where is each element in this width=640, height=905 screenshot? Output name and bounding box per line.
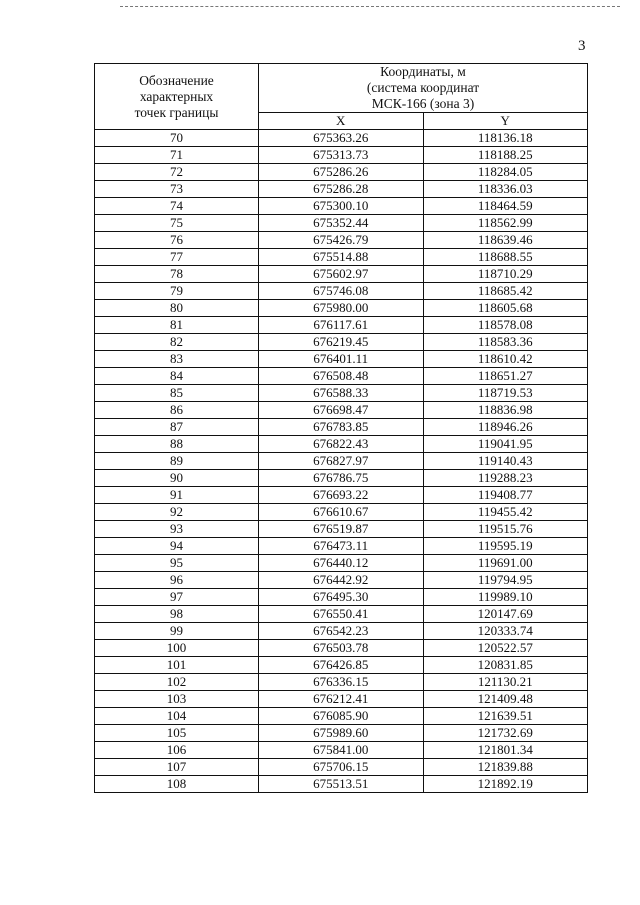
cell-y: 118136.18 [423, 130, 588, 147]
cell-y: 118651.27 [423, 368, 588, 385]
cell-y: 120831.85 [423, 657, 588, 674]
cell-y: 119455.42 [423, 504, 588, 521]
table-row [95, 606, 588, 623]
cell-point: 108 [95, 776, 259, 793]
cell-point: 80 [95, 300, 259, 317]
cell-point: 79 [95, 283, 259, 300]
table-row [95, 657, 588, 674]
cell-y: 121732.69 [423, 725, 588, 742]
cell-x: 676698.47 [259, 402, 424, 419]
table-row [95, 555, 588, 572]
cell-x: 675514.88 [259, 249, 424, 266]
cell-x: 675352.44 [259, 215, 424, 232]
cell-y: 119595.19 [423, 538, 588, 555]
cell-x: 676401.11 [259, 351, 424, 368]
cell-point: 72 [95, 164, 259, 181]
cell-y: 120333.74 [423, 623, 588, 640]
cell-y: 120147.69 [423, 606, 588, 623]
cell-y: 119515.76 [423, 521, 588, 538]
cell-point: 81 [95, 317, 259, 334]
cell-point: 97 [95, 589, 259, 606]
cell-x: 675363.26 [259, 130, 424, 147]
cell-point: 96 [95, 572, 259, 589]
cell-x: 675513.51 [259, 776, 424, 793]
table-row [95, 317, 588, 334]
cell-y: 121639.51 [423, 708, 588, 725]
table-body [95, 130, 588, 793]
cell-point: 101 [95, 657, 259, 674]
table-row [95, 402, 588, 419]
cell-point: 90 [95, 470, 259, 487]
cell-y: 119041.95 [423, 436, 588, 453]
table-row [95, 164, 588, 181]
cell-point: 99 [95, 623, 259, 640]
cell-x: 676503.78 [259, 640, 424, 657]
table-row [95, 487, 588, 504]
cell-y: 118464.59 [423, 198, 588, 215]
cell-x: 676442.92 [259, 572, 424, 589]
table-row [95, 776, 588, 793]
table-row [95, 232, 588, 249]
cell-x: 676117.61 [259, 317, 424, 334]
cell-point: 76 [95, 232, 259, 249]
cell-point: 83 [95, 351, 259, 368]
cell-point: 95 [95, 555, 259, 572]
table-row [95, 368, 588, 385]
cell-y: 118605.68 [423, 300, 588, 317]
cell-point: 77 [95, 249, 259, 266]
table-row [95, 708, 588, 725]
cell-y: 120522.57 [423, 640, 588, 657]
cell-point: 75 [95, 215, 259, 232]
header-point-line-1: Обозначение [139, 72, 214, 88]
cell-x: 676693.22 [259, 487, 424, 504]
header-point-line-2: характерных [139, 88, 214, 104]
table-row [95, 504, 588, 521]
table-row [95, 249, 588, 266]
cell-point: 93 [95, 521, 259, 538]
table-row [95, 300, 588, 317]
table-row [95, 283, 588, 300]
cell-x: 675746.08 [259, 283, 424, 300]
cell-y: 118836.98 [423, 402, 588, 419]
table-row [95, 725, 588, 742]
cell-y: 118562.99 [423, 215, 588, 232]
cell-point: 106 [95, 742, 259, 759]
cell-y: 118688.55 [423, 249, 588, 266]
header-coords-line-1: Координаты, м [380, 64, 466, 79]
cell-point: 92 [95, 504, 259, 521]
table-row [95, 521, 588, 538]
cell-y: 118719.53 [423, 385, 588, 402]
cell-x: 676822.43 [259, 436, 424, 453]
cell-x: 676827.97 [259, 453, 424, 470]
cell-x: 675989.60 [259, 725, 424, 742]
header-point-line-3: точек границы [134, 104, 219, 120]
table-row [95, 181, 588, 198]
cell-point: 91 [95, 487, 259, 504]
cell-point: 70 [95, 130, 259, 147]
cell-point: 102 [95, 674, 259, 691]
cell-y: 119140.43 [423, 453, 588, 470]
cell-y: 118188.25 [423, 147, 588, 164]
cell-y: 118685.42 [423, 283, 588, 300]
cell-point: 78 [95, 266, 259, 283]
table-row [95, 436, 588, 453]
cell-x: 676508.48 [259, 368, 424, 385]
cell-y: 119691.00 [423, 555, 588, 572]
cell-y: 118710.29 [423, 266, 588, 283]
header-coords-line-3: МСК-166 (зона 3) [371, 96, 475, 111]
cell-x: 676550.41 [259, 606, 424, 623]
page-number: 3 [578, 38, 586, 54]
cell-point: 85 [95, 385, 259, 402]
cell-y: 118610.42 [423, 351, 588, 368]
table-row [95, 759, 588, 776]
table-row [95, 147, 588, 164]
cell-x: 676219.45 [259, 334, 424, 351]
cell-point: 107 [95, 759, 259, 776]
coordinates-table [94, 63, 588, 793]
cell-y: 118336.03 [423, 181, 588, 198]
cell-point: 89 [95, 453, 259, 470]
cell-y: 118583.36 [423, 334, 588, 351]
cell-y: 121892.19 [423, 776, 588, 793]
cell-x: 676783.85 [259, 419, 424, 436]
cell-y: 118578.08 [423, 317, 588, 334]
header-x: X [259, 113, 424, 130]
cell-x: 676519.87 [259, 521, 424, 538]
cell-point: 88 [95, 436, 259, 453]
table-row [95, 589, 588, 606]
cell-x: 676085.90 [259, 708, 424, 725]
cell-y: 119408.77 [423, 487, 588, 504]
cell-point: 74 [95, 198, 259, 215]
cell-x: 676610.67 [259, 504, 424, 521]
header-coords-line-2: (система координат [366, 80, 480, 95]
top-dashed-rule [120, 6, 620, 7]
cell-point: 100 [95, 640, 259, 657]
cell-point: 98 [95, 606, 259, 623]
cell-y: 121839.88 [423, 759, 588, 776]
table-row [95, 572, 588, 589]
table-row [95, 623, 588, 640]
cell-x: 675300.10 [259, 198, 424, 215]
table-row [95, 453, 588, 470]
cell-y: 121130.21 [423, 674, 588, 691]
cell-point: 104 [95, 708, 259, 725]
cell-y: 118639.46 [423, 232, 588, 249]
cell-y: 119989.10 [423, 589, 588, 606]
cell-x: 675841.00 [259, 742, 424, 759]
cell-x: 676542.23 [259, 623, 424, 640]
cell-x: 676786.75 [259, 470, 424, 487]
cell-y: 121801.34 [423, 742, 588, 759]
cell-x: 676212.41 [259, 691, 424, 708]
cell-x: 676588.33 [259, 385, 424, 402]
cell-x: 675980.00 [259, 300, 424, 317]
cell-x: 675706.15 [259, 759, 424, 776]
cell-x: 675313.73 [259, 147, 424, 164]
cell-y: 121409.48 [423, 691, 588, 708]
table-row [95, 538, 588, 555]
cell-x: 676440.12 [259, 555, 424, 572]
cell-y: 119288.23 [423, 470, 588, 487]
table-row [95, 742, 588, 759]
cell-point: 103 [95, 691, 259, 708]
table-row [95, 470, 588, 487]
table-row [95, 419, 588, 436]
table-row [95, 266, 588, 283]
cell-x: 675602.97 [259, 266, 424, 283]
cell-x: 676473.11 [259, 538, 424, 555]
cell-x: 676495.30 [259, 589, 424, 606]
table-row [95, 640, 588, 657]
cell-point: 87 [95, 419, 259, 436]
table-row [95, 385, 588, 402]
cell-x: 675286.28 [259, 181, 424, 198]
cell-x: 675426.79 [259, 232, 424, 249]
table-row [95, 215, 588, 232]
cell-point: 105 [95, 725, 259, 742]
table-row [95, 198, 588, 215]
cell-point: 86 [95, 402, 259, 419]
cell-point: 82 [95, 334, 259, 351]
cell-y: 118284.05 [423, 164, 588, 181]
cell-y: 118946.26 [423, 419, 588, 436]
cell-point: 73 [95, 181, 259, 198]
cell-point: 84 [95, 368, 259, 385]
header-point-designation [95, 64, 259, 130]
cell-x: 675286.26 [259, 164, 424, 181]
header-y: Y [423, 113, 588, 130]
cell-point: 71 [95, 147, 259, 164]
cell-y: 119794.95 [423, 572, 588, 589]
cell-x: 676336.15 [259, 674, 424, 691]
table-row [95, 334, 588, 351]
table-row [95, 674, 588, 691]
table-row [95, 691, 588, 708]
table-row [95, 351, 588, 368]
header-coordinates [259, 64, 588, 113]
cell-x: 676426.85 [259, 657, 424, 674]
cell-point: 94 [95, 538, 259, 555]
table-row [95, 130, 588, 147]
table-header-row [95, 64, 588, 113]
